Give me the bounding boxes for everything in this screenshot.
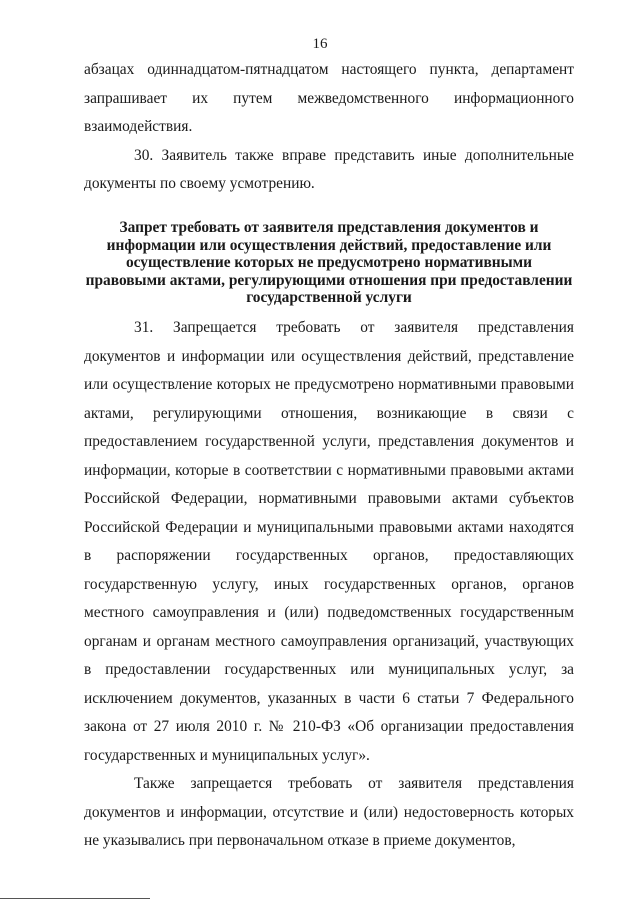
- paragraph-also-prohibited: Также запрещается требовать от заявителя представления документов и информации, отсутствие и (или) недостоверность которых не указывались при первоначальном отказе в приеме документов,: [84, 775, 574, 849]
- bottom-text-block: [84, 314, 574, 856]
- section-heading: Запрет требовать от заявителя представления документов и информации или осуществления действий, предоставление или осуществление которых не предусмотрено нормативными правовыми актами, регулирующими отношения при предоставлении государственной услуги: [85, 219, 573, 307]
- paragraph-continuation: абзацах одиннадцатом-пятнадцатом настоящего пункта, департамент запрашивает их путем межведомственного информационного взаимодействия.: [84, 61, 574, 135]
- paragraph-30: 30. Заявитель также вправе представить иные дополнительные документы по своему усмотрению.: [84, 146, 574, 192]
- paragraph-31: 31. Запрещается требовать от заявителя представления документов и информации или осуществления действий, представление или осуществление которых не предусмотрено нормативными правовыми актами, регулирующими отношения, возникающие в связи с предоставлением государственной услуги, представления документов и информации, которые в соответствии с нормативными правовыми актами Российской Федерации, нормативными правовыми актами субъектов Российской Федерации и муниципальными правовыми актами находятся в распоряжении государственных органов, предоставляющих государственную услугу, иных государственных органов, органов местного самоуправления и (или) подведомственных государственным органам и органам местного самоуправления организаций, участвующих в предоставлении государственных или муниципальных услуг, за исключением документов, указанных в части 6 статьи 7 Федерального закона от 27 июля 2010 г. № 210-ФЗ «Об организации предоставления государственных и муниципальных услуг».: [84, 319, 574, 764]
- top-text-block: [84, 56, 574, 199]
- page-number: 16: [312, 36, 328, 52]
- bottom-rule: [0, 898, 150, 899]
